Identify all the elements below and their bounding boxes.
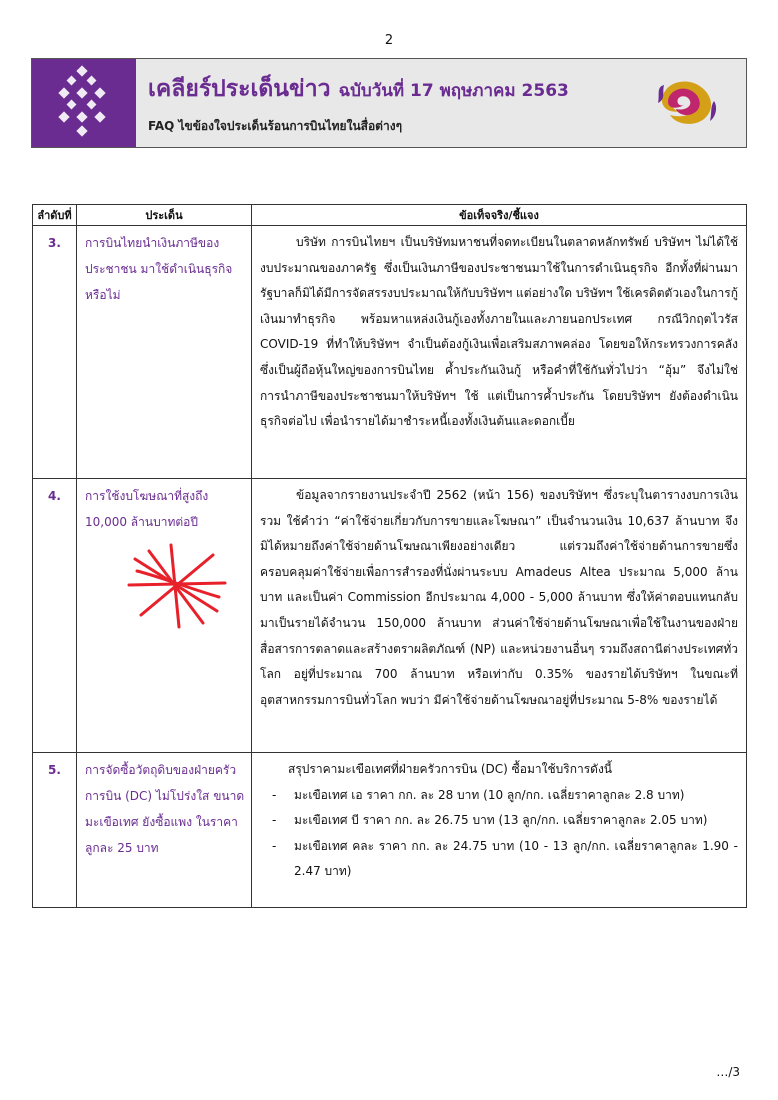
red-scribble-mark-icon: [121, 541, 231, 631]
header-banner: [31, 58, 747, 148]
row-issue: การบินไทยนำเงินภาษีของประชาชน มาใช้ดำเนินธุรกิจหรือไม่: [77, 226, 252, 479]
thai-airways-logo-icon: [654, 73, 720, 131]
column-header-no: ลำดับที่: [33, 205, 77, 226]
list-item: - มะเขือเทศ เอ ราคา กก. ละ 28 บาท (10 ลูก/กก. เฉลี่ยราคาลูกละ 2.8 บาท): [294, 783, 738, 809]
list-item: - มะเขือเทศ บี ราคา กก. ละ 26.75 บาท (13 ลูก/กก. เฉลี่ยราคาลูกละ 2.05 บาท): [294, 808, 738, 834]
table-row: [33, 226, 747, 479]
tomato-price-list: [260, 783, 738, 885]
row-fact-intro: สรุปราคามะเขือเทศที่ฝ่ายครัวการบิน (DC) ซื้อมาใช้บริการดังนี้: [288, 762, 613, 776]
row-number: 3.: [33, 226, 77, 479]
row-number: 5.: [33, 753, 77, 908]
banner-issue-date: ฉบับวันที่ 17 พฤษภาคม 2563: [338, 81, 569, 101]
row-issue: การจัดซื้อวัตถุดิบของฝ่ายครัวการบิน (DC) ไม่โปร่งใส ขนาดมะเขือเทศ ยังซื้อแพง ในราคาลูกละ 25 บาท: [77, 753, 252, 908]
table-row: [33, 479, 747, 753]
row-fact: ข้อมูลจากรายงานประจำปี 2562 (หน้า 156) ของบริษัทฯ ซึ่งระบุในตารางงบการเงินรวม ใช้คำว่า “ค่าใช้จ่ายเกี่ยวกับการขายและโฆษณา” เป็นจำนวนเงิน 10,637 ล้านบาท จึงมิได้หมายถึงค่าใช้จ่ายด้านโฆษณาเพียงอย่างเดียว แต่รวมถึงค่าใช้จ่ายด้านการขายซึ่งครอบคลุมค่าใช้จ่ายเพื่อการสำรองที่นั่งผ่านระบบ Amadeus Altea ประมาณ 5,000 ล้านบาท และเป็นค่า Commission อีกประมาณ 4,000 - 5,000 ล้านบาท ซึ่งให้ค่าตอบแทนกลับมาเป็นรายได้จำนวน 150,000 ล้านบาท ส่วนค่าใช้จ่ายด้านโฆษณาเพื่อใช้ในงานของฝ่ายสื่อสารการตลาดและสร้างตราผลิตภัณฑ์ (NP) และหน่วยงานอื่นๆ รวมถึงสถานีต่างประเทศทั่วโลก อยู่ที่ประมาณ 700 ล้านบาท หรือเท่ากับ 0.35% ของรายได้บริษัทฯ ในขณะที่อุตสาหกรรมการบินทั่วโลก พบว่า มีค่าใช้จ่ายด้านโฆษณาอยู่ที่ประมาณ 5-8% ของรายได้: [252, 479, 747, 753]
faq-table: [32, 204, 747, 908]
table-row: [33, 753, 747, 908]
row-number: 4.: [33, 479, 77, 753]
table-header-row: [33, 205, 747, 226]
banner-subtitle: FAQ ไขข้องใจประเด็นร้อนการบินไทยในสื่อต่างๆ: [148, 119, 403, 133]
row-issue: [77, 479, 252, 753]
column-header-issue: ประเด็น: [77, 205, 252, 226]
orchid-pattern-logo-icon: [32, 59, 136, 147]
banner-title: เคลียร์ประเด็นข่าว: [148, 76, 331, 102]
row-fact: บริษัท การบินไทยฯ เป็นบริษัทมหาชนที่จดทะเบียนในตลาดหลักทรัพย์ บริษัทฯ ไม่ได้ใช้งบประมาณของภาครัฐ ซึ่งเป็นเงินภาษีของประชาชนมาใช้ในการดำเนินธุรกิจ อีกทั้งที่ผ่านมารัฐบาลก็มิได้มีการจัดสรรงบประมาณให้กับบริษัทฯ แต่อย่างใด บริษัทฯ ใช้เครดิตตัวเองในการกู้เงินมาทำธุรกิจ พร้อมหาแหล่งเงินกู้เองทั้งภายในและภายนอกประเทศ กรณีวิกฤตไวรัส COVID-19 ที่ทำให้บริษัทฯ จำเป็นต้องกู้เงินเพื่อเสริมสภาพคล่อง โดยขอให้กระทรวงการคลังซึ่งเป็นผู้ถือหุ้นใหญ่ของการบินไทย ค้ำประกันเงินกู้ หรือคำที่ใช้กันทั่วไปว่า “อุ้ม” จึงไม่ใช่การนำภาษีของประชาชนมาให้บริษัทฯ ใช้ แต่เป็นการค้ำประกัน โดยบริษัทฯ ยังต้องดำเนินธุรกิจต่อไป เพื่อนำรายได้มาชำระหนี้เองทั้งเงินต้นและดอกเบี้ย: [252, 226, 747, 479]
row-fact: [252, 753, 747, 908]
column-header-fact: ข้อเท็จจริง/ชี้แจง: [252, 205, 747, 226]
row-issue-text: การใช้งบโฆษณาที่สูงถึง 10,000 ล้านบาทต่อปี: [85, 489, 209, 529]
banner-title-row: [148, 71, 736, 107]
next-page-marker: …/3: [716, 1065, 740, 1079]
list-item: - มะเขือเทศ คละ ราคา กก. ละ 24.75 บาท (10 - 13 ลูก/กก. เฉลี่ยราคาลูกละ 1.90 - 2.47 บาท): [294, 834, 738, 885]
page-number: 2: [384, 33, 394, 48]
